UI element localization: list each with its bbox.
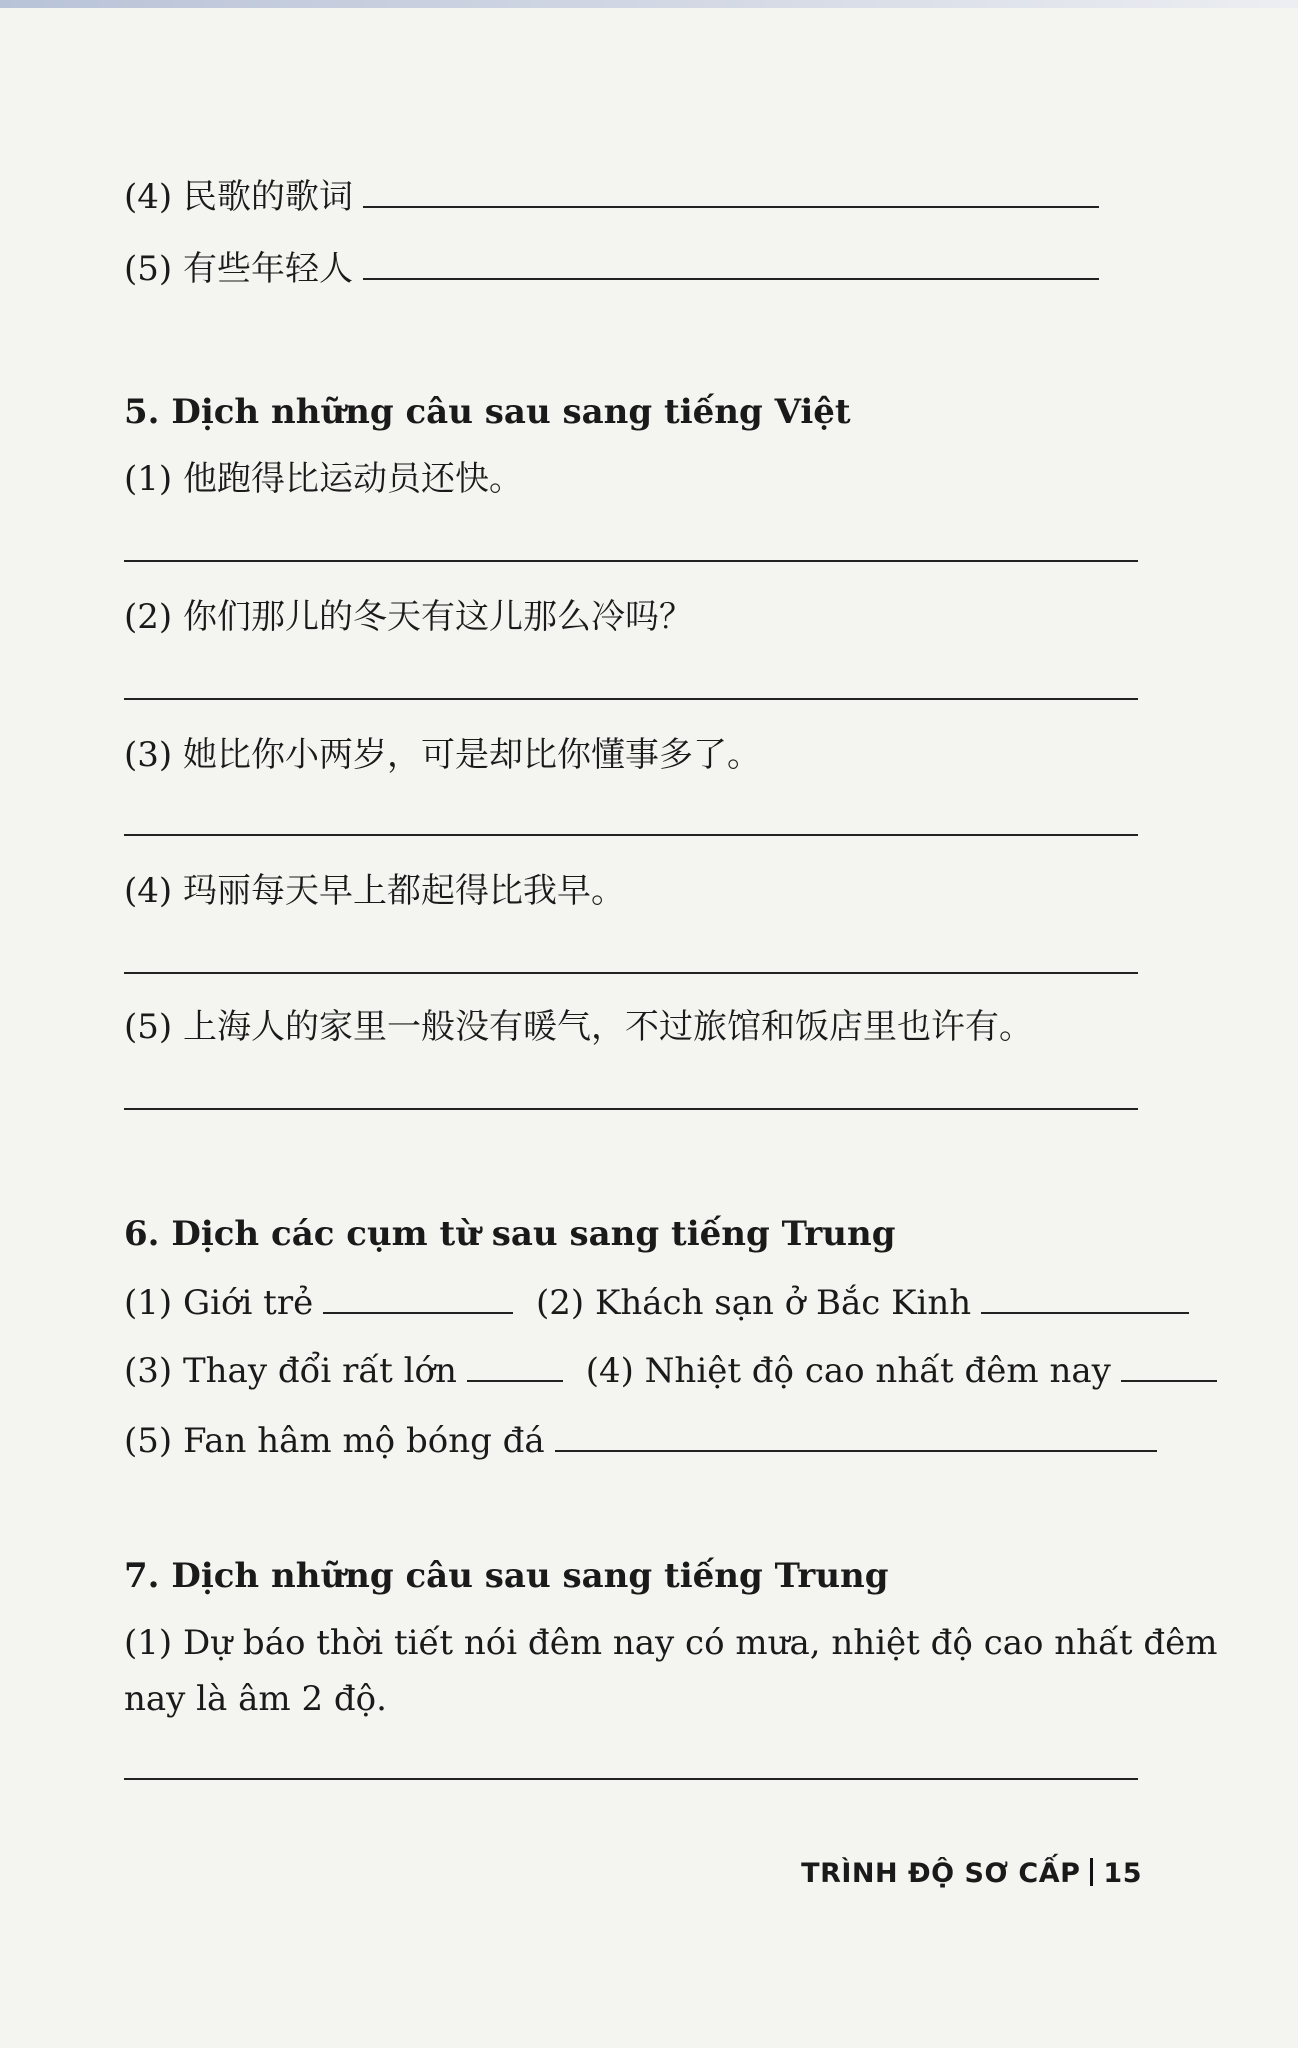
answer-blank[interactable]: [981, 1311, 1189, 1314]
section7-heading: 7. Dịch những câu sau sang tiếng Trung: [124, 1556, 889, 1596]
answer-blank[interactable]: [1121, 1379, 1217, 1382]
section4-item-5: [124, 249, 1099, 289]
item-label: (4) 民歌的歌词: [124, 177, 353, 217]
answer-blank[interactable]: [363, 205, 1099, 208]
item-label: (4) 玛丽每天早上都起得比我早。: [124, 871, 625, 911]
answer-blank[interactable]: [467, 1379, 563, 1382]
answer-blank[interactable]: [363, 277, 1099, 280]
section5-heading: 5. Dịch những câu sau sang tiếng Việt: [124, 392, 851, 432]
section6-row-2: [124, 1351, 1217, 1391]
page-number: 15: [1103, 1858, 1142, 1889]
item-label: (5) 有些年轻人: [124, 249, 353, 289]
item-label: (5) Fan hâm mộ bóng đá: [124, 1421, 545, 1461]
item-label: (3) 她比你小两岁，可是却比你懂事多了。: [124, 735, 761, 775]
answer-line[interactable]: [124, 972, 1138, 974]
item-label: (5) 上海人的家里一般没有暖气，不过旅馆和饭店里也许有。: [124, 1007, 1033, 1047]
item-text-continuation: nay là âm 2 độ.: [124, 1679, 387, 1719]
section7-item-1-line2: [124, 1679, 387, 1719]
section5-item-5: [124, 1007, 1033, 1047]
section5-item-3: [124, 735, 761, 775]
answer-blank[interactable]: [555, 1449, 1157, 1452]
answer-line[interactable]: [124, 1778, 1138, 1780]
item-label: (2) Khách sạn ở Bắc Kinh: [536, 1283, 972, 1323]
item-label: (3) Thay đổi rất lớn: [124, 1351, 457, 1391]
item-label: (1) Giới trẻ: [124, 1283, 314, 1323]
page-footer: [801, 1858, 1142, 1889]
item-label: (1) Dự báo thời tiết nói đêm nay có mưa, nhiệt độ cao nhất đêm: [124, 1623, 1218, 1663]
section6-heading: 6. Dịch các cụm từ sau sang tiếng Trung: [124, 1214, 896, 1254]
answer-line[interactable]: [124, 1108, 1138, 1110]
section6-row-1: [124, 1283, 1189, 1323]
section5-item-1: [124, 459, 523, 499]
answer-line[interactable]: [124, 698, 1138, 700]
item-label: (1) 他跑得比运动员还快。: [124, 459, 523, 499]
section7-item-1-line1: [124, 1623, 1218, 1663]
footer-divider: [1090, 1858, 1093, 1886]
section5-item-4: [124, 871, 625, 911]
section5-item-2: [124, 597, 693, 637]
answer-line[interactable]: [124, 834, 1138, 836]
section4-item-4: [124, 177, 1099, 217]
answer-blank[interactable]: [323, 1311, 513, 1314]
section6-row-3: [124, 1421, 1157, 1461]
level-label: TRÌNH ĐỘ SƠ CẤP: [801, 1858, 1081, 1889]
item-label: (2) 你们那儿的冬天有这儿那么冷吗？: [124, 597, 693, 637]
answer-line[interactable]: [124, 560, 1138, 562]
item-label: (4) Nhiệt độ cao nhất đêm nay: [585, 1351, 1111, 1391]
